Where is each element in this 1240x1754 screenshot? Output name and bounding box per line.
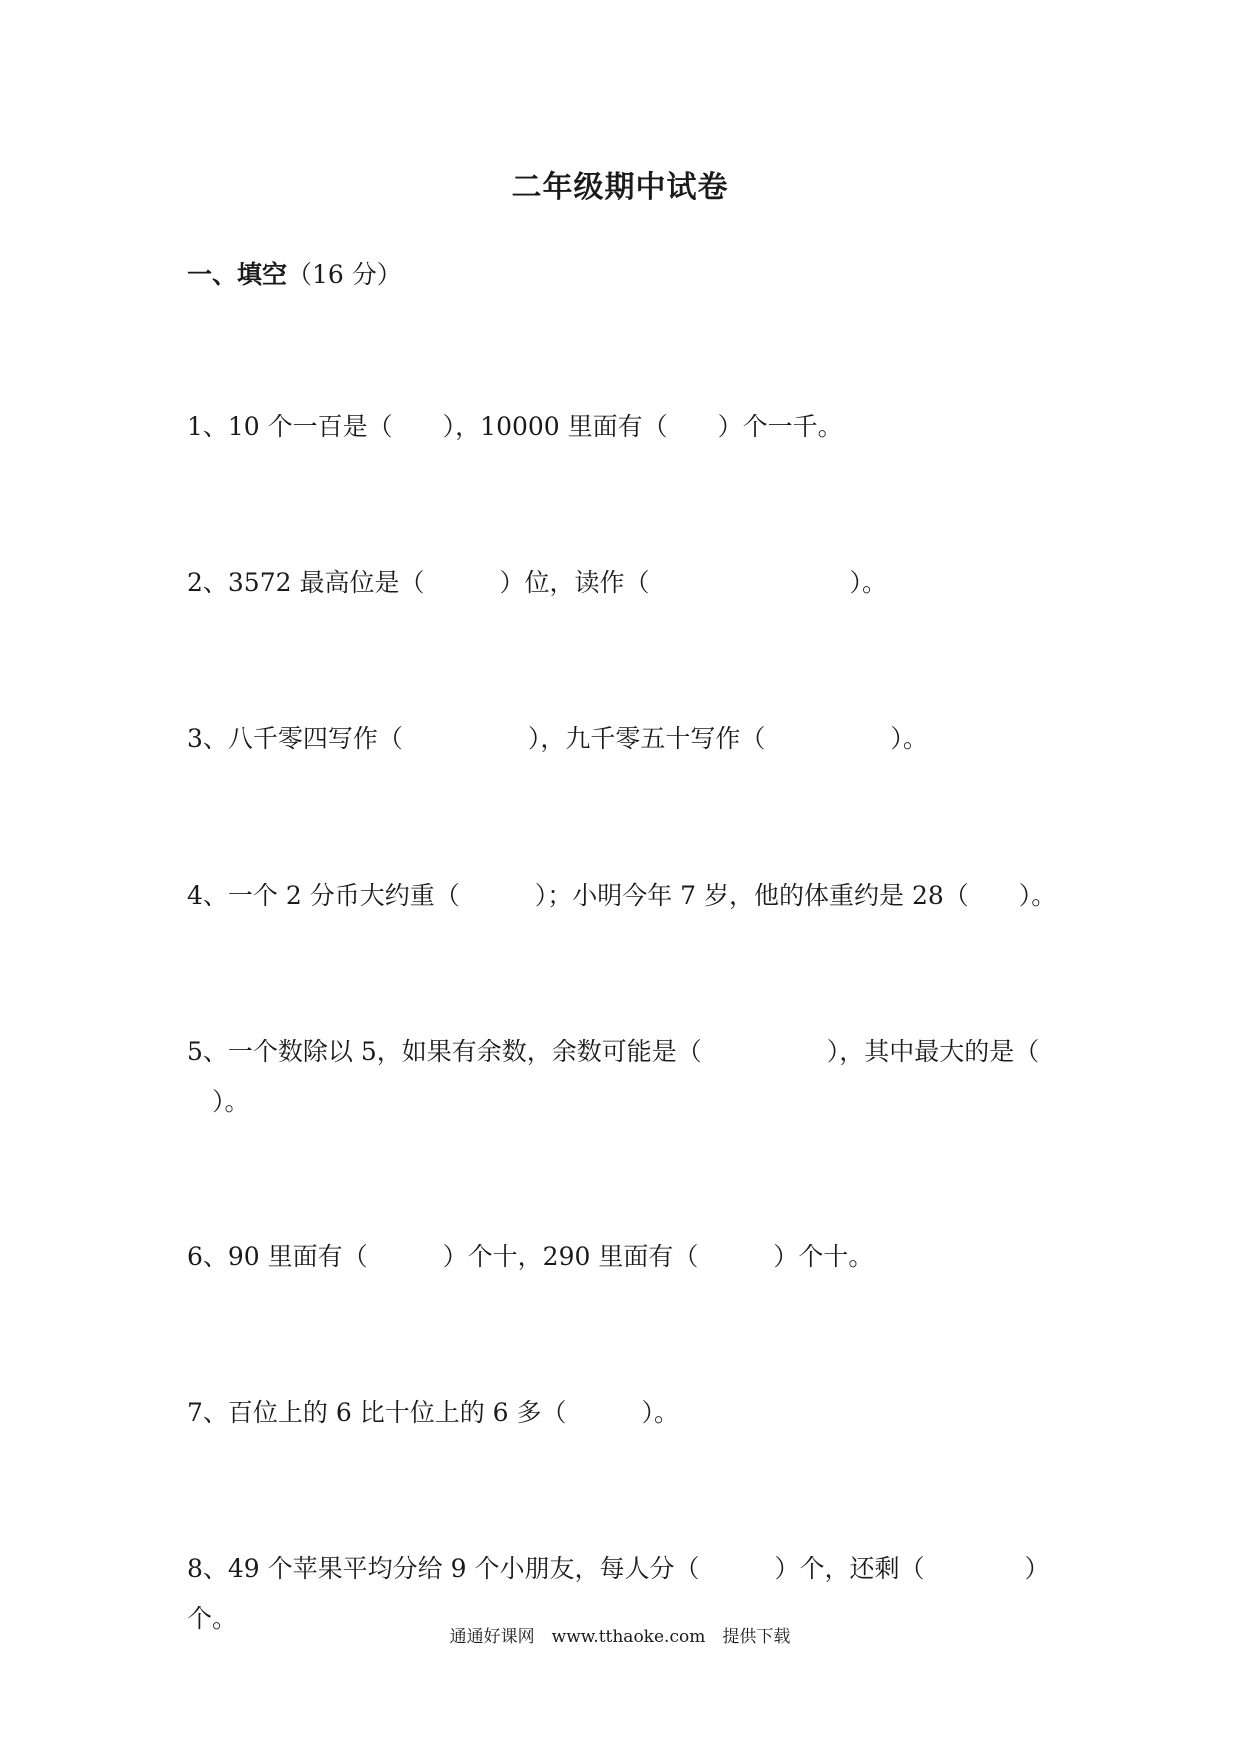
question-7: 7、百位上的 6 比十位上的 6 多（ ）。 [187, 1398, 680, 1427]
section-heading-points: （16 分） [287, 260, 402, 289]
question-4: 4、一个 2 分币大约重（ ）；小明今年 7 岁，他的体重约是 28（ ）。 [187, 881, 1057, 910]
footer-source-note: 通通好课网 www.tthaoke.com 提供下载 [449, 1627, 791, 1647]
section-heading-label: 一、填空 [187, 260, 288, 289]
page-title: 二年级期中试卷 [511, 170, 729, 205]
question-6: 6、90 里面有（ ）个十，290 里面有（ ）个十。 [187, 1242, 874, 1271]
section-heading [187, 255, 402, 291]
question-8: 8、49 个苹果平均分给 9 个小朋友，每人分（ ）个，还剩（ ）个。 [187, 1554, 1050, 1633]
question-1: 1、10 个一百是（ ），10000 里面有（ ）个一千。 [187, 412, 843, 441]
question-2: 2、3572 最高位是（ ）位，读作（ ）。 [187, 568, 887, 597]
question-5: 5、一个数除以 5，如果有余数，余数可能是（ ），其中最大的是（ ）。 [187, 1037, 1040, 1116]
question-3: 3、八千零四写作（ ），九千零五十写作（ ）。 [187, 724, 928, 753]
